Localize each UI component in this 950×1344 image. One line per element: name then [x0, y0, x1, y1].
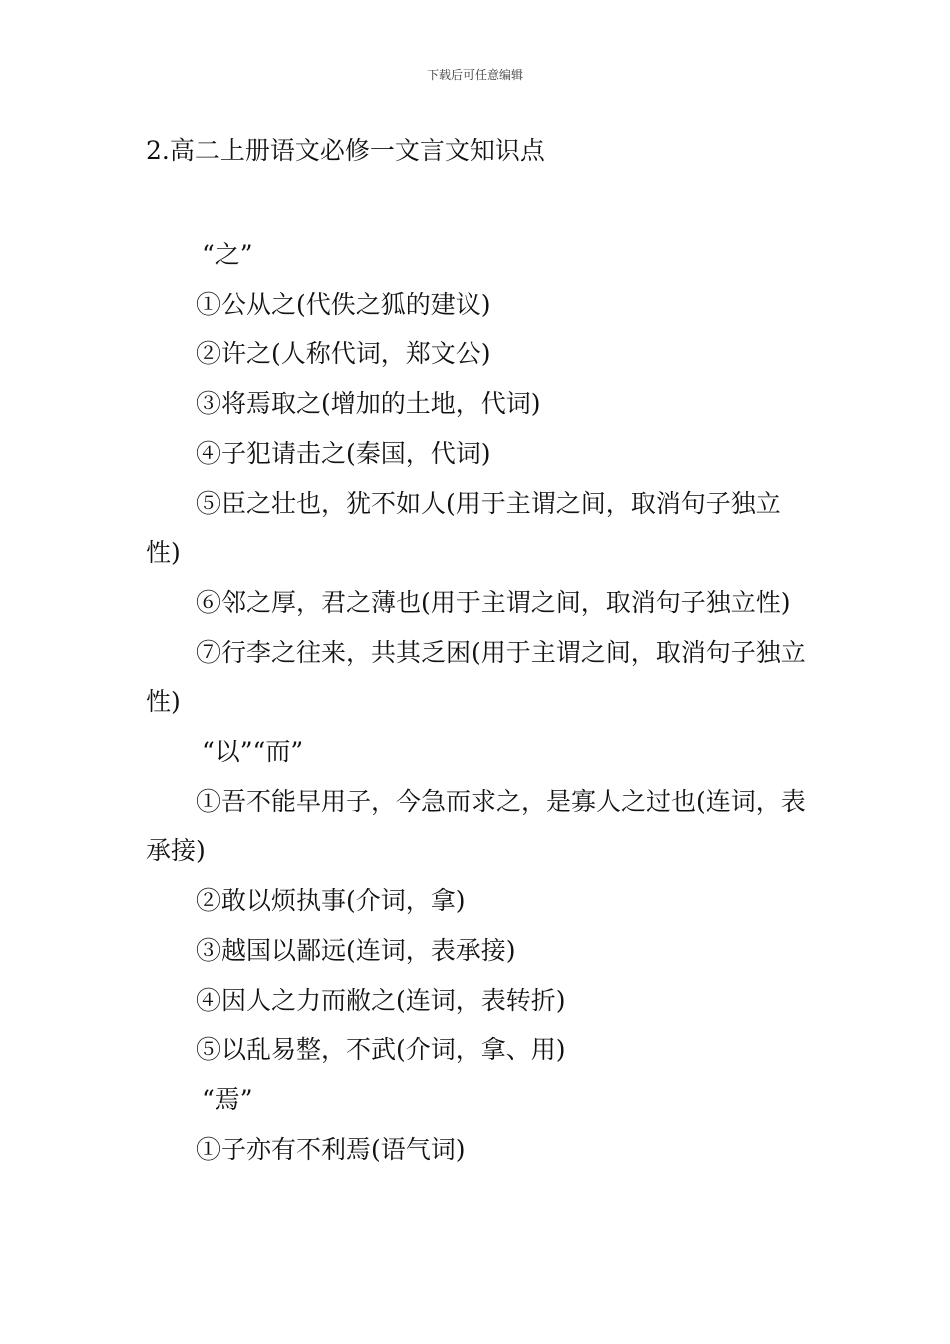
- list-item: ②许之(人称代词，郑文公): [196, 339, 491, 369]
- section-heading: “之”: [202, 240, 253, 269]
- list-item: ①公从之(代佚之狐的建议): [196, 289, 491, 319]
- document-body: [146, 230, 808, 1174]
- section-heading: “以”“而”: [202, 737, 304, 767]
- list-item: ⑥邻之厚，君之薄也(用于主谓之间，取消句子独立性): [196, 587, 791, 617]
- list-item: ④子犯请击之(秦国，代词): [196, 438, 491, 468]
- list-item: ⑤臣之壮也，犹不如人(用于主谓之间，取消句子独立性): [146, 488, 781, 568]
- list-item: ②敢以烦执事(介词，拿): [196, 886, 466, 916]
- list-item: ⑦行李之往来，共其乏困(用于主谓之间，取消句子独立性): [146, 637, 806, 717]
- section-heading: “焉”: [202, 1084, 253, 1114]
- list-item: ⑤以乱易整，不武(介词，拿、用): [196, 1035, 566, 1065]
- list-item: ①子亦有不利焉(语气词): [196, 1134, 466, 1164]
- list-item: ③将焉取之(增加的土地，代词): [196, 389, 541, 419]
- document-title: 2.高二上册语文必修一文言文知识点: [146, 136, 545, 165]
- page-header-note: 下载后可任意编辑: [426, 68, 523, 82]
- list-item: ④因人之力而敝之(连词，表转折): [196, 985, 566, 1015]
- list-item: ③越国以鄙远(连词，表承接): [196, 935, 516, 965]
- list-item: ①吾不能早用子，今急而求之，是寡人之过也(连词，表承接): [146, 786, 806, 866]
